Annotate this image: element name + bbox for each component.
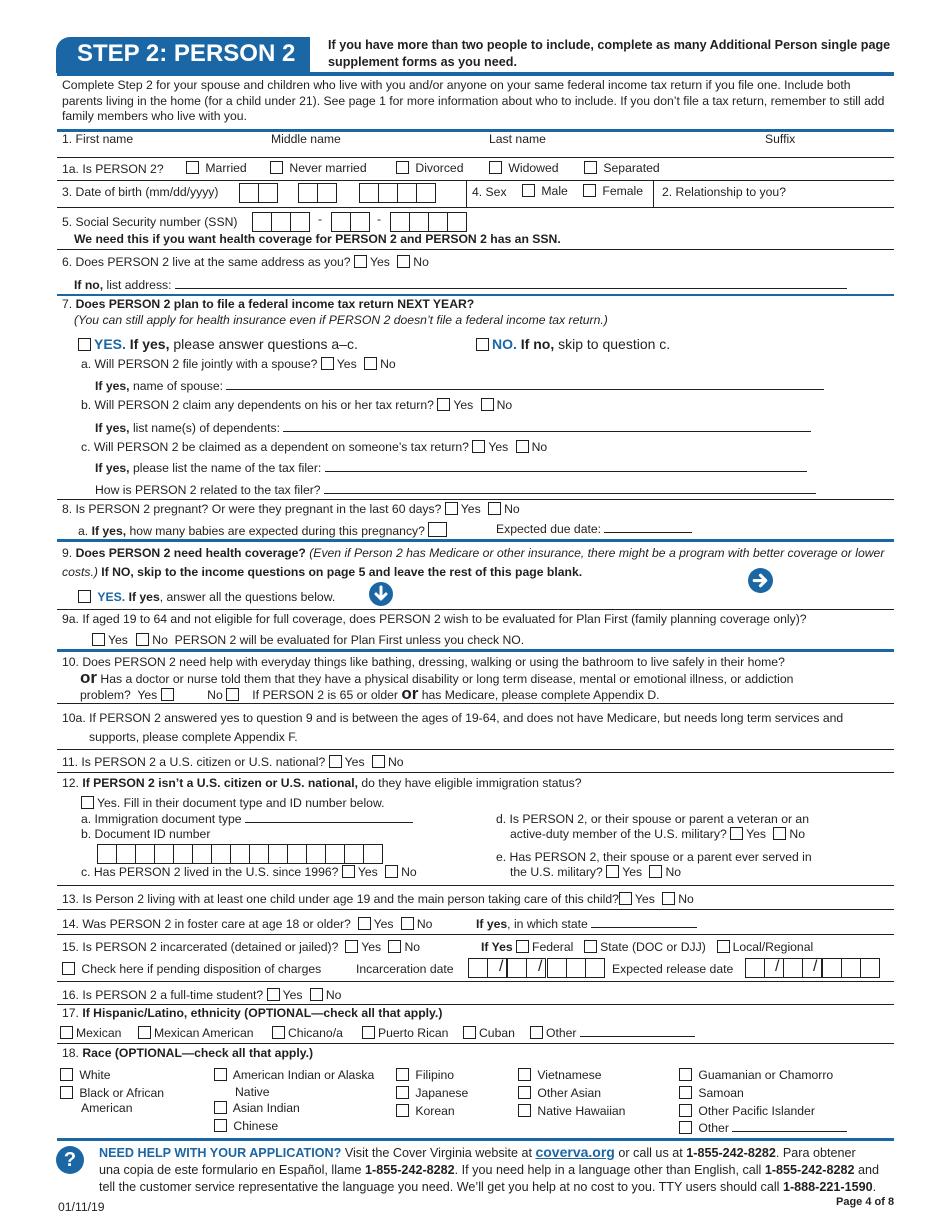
checkbox[interactable]	[270, 161, 283, 174]
checkbox[interactable]	[342, 865, 355, 878]
divider	[57, 180, 894, 181]
q10a-line2: supports, please complete Appendix F.	[89, 730, 298, 744]
arrow-right-icon	[748, 568, 773, 593]
q12e-line1: e. Has PERSON 2, their spouse or a parent ever served in	[496, 850, 812, 864]
checkbox[interactable]	[476, 338, 489, 351]
marital-divorced[interactable]: Divorced	[396, 161, 463, 175]
checkbox[interactable]	[388, 940, 401, 953]
q14: 14. Was PERSON 2 in foster care at age 18 or older? Yes No	[62, 917, 433, 931]
race-guamanian[interactable]: Guamanian or Chamorro	[679, 1068, 833, 1082]
header-rule	[57, 72, 894, 76]
divider	[57, 649, 894, 652]
checkbox[interactable]	[345, 940, 358, 953]
ethnicity-mexican[interactable]: Mexican	[60, 1026, 121, 1040]
checkbox[interactable]	[267, 988, 280, 1001]
divider	[57, 749, 894, 750]
marital-status-label: 1a. Is PERSON 2?	[62, 162, 164, 176]
q17-label: 17. If Hispanic/Latino, ethnicity (OPTIONAL—check all that apply.)	[62, 1006, 443, 1020]
checkbox[interactable]	[679, 1068, 692, 1081]
ssn-label: 5. Social Security number (SSN)	[62, 215, 238, 229]
q12d-line2: active-duty member of the U.S. military? Yes No	[510, 827, 806, 841]
q15-pending[interactable]: Check here if pending disposition of charges	[62, 962, 321, 976]
q7b-dependents[interactable]: If yes, list name(s) of dependents:	[95, 421, 811, 435]
checkbox[interactable]	[518, 1104, 531, 1117]
q7c: c. Will PERSON 2 be claimed as a dependent on someone’s tax return? Yes No	[81, 440, 548, 454]
babies-count-box[interactable]	[428, 522, 447, 537]
race-korean[interactable]: Korean	[396, 1104, 455, 1118]
intro-text: Complete Step 2 for your spouse and children who live with you and/or anyone on your same federal income tax return if you file one. Include both parents living in the home (for a child under 21). See page 1 for more information about who to include. If you don’t file a tax return, remember to still add family members who live with you.	[62, 78, 885, 123]
ethnicity-puerto-rican[interactable]: Puerto Rican	[362, 1026, 448, 1040]
divider	[57, 539, 894, 542]
q7a: a. Will PERSON 2 file jointly with a spouse? Yes No	[81, 357, 396, 371]
divider	[57, 294, 894, 296]
footer-rule	[57, 1138, 894, 1141]
checkbox[interactable]	[583, 184, 596, 197]
q6-label: 6. Does PERSON 2 live at the same address as you? Yes No	[62, 255, 429, 269]
race-samoan[interactable]: Samoan	[679, 1086, 744, 1100]
ethnicity-mexican-american[interactable]: Mexican American	[138, 1026, 254, 1040]
q9-yes[interactable]: YES. If yes, answer all the questions below.	[78, 590, 335, 604]
checkbox[interactable]	[516, 940, 529, 953]
checkbox[interactable]	[488, 502, 501, 515]
q7-no[interactable]: NO. If no, skip to question c.	[476, 336, 670, 352]
checkbox[interactable]	[472, 440, 485, 453]
incarceration-date-label: Incarceration date	[356, 962, 454, 976]
checkbox[interactable]	[372, 755, 385, 768]
divider	[57, 934, 894, 935]
checkbox[interactable]	[679, 1121, 692, 1134]
checkbox[interactable]	[138, 1026, 151, 1039]
divider	[57, 703, 894, 704]
q12e-line2: the U.S. military? Yes No	[510, 865, 682, 879]
q12d-line1: d. Is PERSON 2, or their spouse or parent a veteran or an	[496, 812, 809, 826]
q12a[interactable]: a. Immigration document type	[81, 812, 413, 826]
q10-line1: 10. Does PERSON 2 need help with everyday things like bathing, dressing, walking or using the bathroom to live safely in their home?	[62, 655, 785, 669]
race-other-asian[interactable]: Other Asian	[518, 1086, 601, 1100]
race-american-indian[interactable]: American Indian or Alaska	[214, 1068, 374, 1082]
race-native-hawaiian[interactable]: Native Hawaiian	[518, 1104, 625, 1118]
checkbox[interactable]	[329, 755, 342, 768]
checkbox[interactable]	[584, 940, 597, 953]
middle-name-label: Middle name	[271, 132, 341, 146]
relationship-label[interactable]: 2. Relationship to you?	[662, 185, 786, 199]
q7-sub: (You can still apply for health insurance even if PERSON 2 doesn’t file a federal income tax return.)	[74, 313, 608, 327]
race-american-indian-line2: Native	[235, 1085, 270, 1099]
q9a-label: 9a. If aged 19 to 64 and not eligible for full coverage, does PERSON 2 wish to be evaluated for Plan First (family planning coverage only)?	[62, 612, 807, 626]
q7b: b. Will PERSON 2 claim any dependents on his or her tax return? Yes No	[81, 398, 513, 412]
q12-yes[interactable]: Yes. Fill in their document type and ID number below.	[81, 796, 384, 810]
release-date-boxes[interactable]	[822, 958, 879, 981]
checkbox[interactable]	[214, 1068, 227, 1081]
race-vietnamese[interactable]: Vietnamese	[518, 1068, 602, 1082]
checkbox[interactable]	[522, 184, 535, 197]
slash: /	[538, 958, 543, 975]
checkbox[interactable]	[272, 1026, 285, 1039]
q16: 16. Is PERSON 2 a full-time student? Yes No	[62, 988, 342, 1002]
q18-label: 18. Race (OPTIONAL—check all that apply.)	[62, 1046, 314, 1060]
checkbox[interactable]	[679, 1086, 692, 1099]
checkbox[interactable]	[81, 796, 94, 809]
first-name-label: 1. First name	[62, 132, 134, 146]
divider	[57, 772, 894, 773]
checkbox[interactable]	[518, 1068, 531, 1081]
race-black-line2: American	[81, 1101, 133, 1115]
q10a-line1: 10a. If PERSON 2 answered yes to question 9 and is between the ages of 19-64, and does not have Medicare, but needs long term services and	[62, 711, 844, 725]
checkbox[interactable]	[516, 440, 529, 453]
checkbox[interactable]	[437, 398, 450, 411]
race-filipino[interactable]: Filipino	[396, 1068, 454, 1082]
checkbox[interactable]	[773, 827, 786, 840]
checkbox[interactable]	[186, 161, 199, 174]
checkbox[interactable]	[463, 1026, 476, 1039]
checkbox[interactable]	[214, 1119, 227, 1132]
divider	[57, 207, 894, 208]
sex-male[interactable]: Male	[522, 184, 568, 198]
checkbox[interactable]	[321, 357, 334, 370]
race-other[interactable]: Other	[679, 1121, 847, 1135]
q14-state[interactable]: If yes, in which state	[476, 917, 697, 931]
checkbox[interactable]	[619, 892, 632, 905]
marital-widowed[interactable]: Widowed	[489, 161, 559, 175]
checkbox[interactable]	[310, 988, 323, 1001]
divider	[57, 885, 894, 886]
divider	[57, 909, 894, 910]
checkbox[interactable]	[214, 1101, 227, 1114]
q7c-filer[interactable]: If yes, please list the name of the tax filer:	[95, 461, 807, 475]
slash: /	[499, 958, 504, 975]
dob-day[interactable]	[298, 183, 336, 206]
checkbox[interactable]	[60, 1086, 73, 1099]
checkbox[interactable]	[396, 1086, 409, 1099]
checkbox[interactable]	[226, 688, 239, 701]
checkbox[interactable]	[136, 633, 149, 646]
checkbox[interactable]	[396, 1068, 409, 1081]
arrow-down-icon	[369, 582, 393, 606]
checkbox[interactable]	[649, 865, 662, 878]
checkbox[interactable]	[489, 161, 502, 174]
checkbox[interactable]	[78, 590, 91, 603]
q6-address[interactable]: If no, list address:	[74, 278, 847, 292]
marital-never-married[interactable]: Never married	[270, 161, 367, 175]
dob-year[interactable]	[359, 183, 435, 206]
checkbox[interactable]	[60, 1026, 73, 1039]
supplement-note: If you have more than two people to include, complete as many Additional Person single page supplement forms as you need.	[328, 38, 891, 69]
race-asian-indian[interactable]: Asian Indian	[214, 1101, 300, 1115]
ethnicity-other[interactable]: Other	[530, 1026, 695, 1040]
checkbox[interactable]	[161, 688, 174, 701]
ethnicity-chicano[interactable]: Chicano/a	[272, 1026, 343, 1040]
incarceration-date-boxes[interactable]	[547, 958, 604, 981]
divider	[653, 180, 654, 207]
step-title: STEP 2: PERSON 2	[77, 40, 296, 67]
checkbox[interactable]	[62, 962, 75, 975]
checkbox[interactable]	[584, 161, 597, 174]
divider	[57, 609, 894, 610]
ssn-dash: -	[318, 212, 323, 226]
q7c-relation[interactable]: How is PERSON 2 related to the tax filer?	[95, 483, 816, 497]
checkbox[interactable]	[401, 917, 414, 930]
page-number: Page 4 of 8	[836, 1196, 895, 1208]
q11: 11. Is PERSON 2 a U.S. citizen or U.S. national? Yes No	[62, 755, 404, 769]
ssn-dash: -	[377, 212, 382, 226]
checkbox[interactable]	[385, 865, 398, 878]
checkbox[interactable]	[730, 827, 743, 840]
help-icon: ?	[56, 1146, 84, 1174]
checkbox[interactable]	[530, 1026, 543, 1039]
q13: 13. Is Person 2 living with at least one child under age 19 and the main person taking care of this child? Yes No	[62, 892, 694, 906]
checkbox[interactable]	[481, 398, 494, 411]
checkbox[interactable]	[362, 1026, 375, 1039]
checkbox[interactable]	[518, 1086, 531, 1099]
slash: /	[813, 958, 818, 975]
coverva-link[interactable]: coverva.org	[535, 1144, 615, 1160]
marital-separated[interactable]: Separated	[584, 161, 660, 175]
checkbox[interactable]	[662, 892, 675, 905]
divider	[57, 1043, 894, 1044]
race-black[interactable]: Black or African	[60, 1086, 164, 1100]
race-japanese[interactable]: Japanese	[396, 1086, 468, 1100]
slash: /	[775, 958, 780, 975]
q10-line3: problem? Yes No If PERSON 2 is 65 or older or has Medicare, please complete Appendix D.	[80, 684, 660, 703]
q15-if-yes: If Yes Federal State (DOC or DJJ) Local/Regional	[481, 940, 814, 954]
q15: 15. Is PERSON 2 incarcerated (detained or jailed)? Yes No	[62, 940, 421, 954]
ssn-note: We need this if you want health coverage for PERSON 2 and PERSON 2 has an SSN.	[74, 232, 561, 246]
checkbox[interactable]	[358, 917, 371, 930]
race-other-pacific[interactable]: Other Pacific Islander	[679, 1104, 815, 1118]
checkbox[interactable]	[445, 502, 458, 515]
help-text: NEED HELP WITH YOUR APPLICATION? Visit the Cover Virginia website at coverva.org or call us at 1-855-242-8282. Para obtener una copia de este formulario en Español, llame 1-855-242-8282. If you need help in a language other than English, call 1-855-242-8282 and tell the customer service representative the language you need. We’ll get you help at no cost to you. TTY users should call 1-888-221-1590.	[99, 1144, 879, 1194]
q7a-spouse[interactable]: If yes, name of spouse:	[95, 379, 824, 393]
q12b: b. Document ID number	[81, 827, 211, 841]
marital-married[interactable]: Married	[186, 161, 247, 175]
q7-label: 7. Does PERSON 2 plan to file a federal income tax return NEXT YEAR?	[62, 297, 475, 311]
sex-female[interactable]: Female	[583, 184, 643, 198]
checkbox[interactable]	[92, 633, 105, 646]
q8a: a. If yes, how many babies are expected during this pregnancy?	[78, 522, 450, 538]
ethnicity-cuban[interactable]: Cuban	[463, 1026, 515, 1040]
q12c: c. Has PERSON 2 lived in the U.S. since 1996? Yes No	[81, 865, 417, 879]
q8-label: 8. Is PERSON 2 pregnant? Or were they pregnant in the last 60 days? Yes No	[62, 502, 520, 516]
checkbox[interactable]	[717, 940, 730, 953]
checkbox[interactable]	[396, 161, 409, 174]
dob-month[interactable]	[239, 183, 277, 206]
q12-label: 12. If PERSON 2 isn’t a U.S. citizen or U.S. national, do they have eligible immigration status?	[62, 776, 582, 790]
release-date-label: Expected release date	[612, 962, 734, 976]
divider	[466, 180, 467, 207]
checkbox[interactable]	[606, 865, 619, 878]
race-white[interactable]: White	[60, 1068, 111, 1082]
checkbox[interactable]	[354, 255, 367, 268]
divider	[57, 1004, 894, 1005]
checkbox[interactable]	[60, 1068, 73, 1081]
q10-line2: or Has a doctor or nurse told them that they have a physical disability or long term disease, mental or emotional illness, or addiction	[80, 668, 794, 687]
dob-label: 3. Date of birth (mm/dd/yyyy)	[62, 185, 219, 199]
divider	[57, 249, 894, 250]
q7-yes[interactable]: YES. If yes, please answer questions a–c.	[78, 336, 358, 352]
q9-text: 9. Does PERSON 2 need health coverage? (Even if Person 2 has Medicare or other insurance, there might be a program with better coverage or lower costs.) If NO, skip to the income questions on page 5 and leave the rest of this page blank.	[62, 546, 885, 579]
form-date: 01/11/19	[58, 1200, 105, 1214]
checkbox[interactable]	[679, 1104, 692, 1117]
checkbox[interactable]	[397, 255, 410, 268]
suffix-label: Suffix	[765, 132, 796, 146]
sex-label: 4. Sex	[472, 185, 507, 199]
last-name-label: Last name	[489, 132, 546, 146]
divider	[57, 499, 894, 500]
checkbox[interactable]	[396, 1104, 409, 1117]
divider	[57, 981, 894, 982]
divider	[57, 157, 894, 158]
q8-due-date[interactable]: Expected due date:	[496, 522, 692, 536]
document-id-boxes[interactable]	[97, 844, 382, 867]
checkbox[interactable]	[364, 357, 377, 370]
q9a-options: Yes No PERSON 2 will be evaluated for Plan First unless you check NO.	[92, 633, 524, 647]
race-chinese[interactable]: Chinese	[214, 1119, 278, 1133]
checkbox[interactable]	[78, 338, 91, 351]
